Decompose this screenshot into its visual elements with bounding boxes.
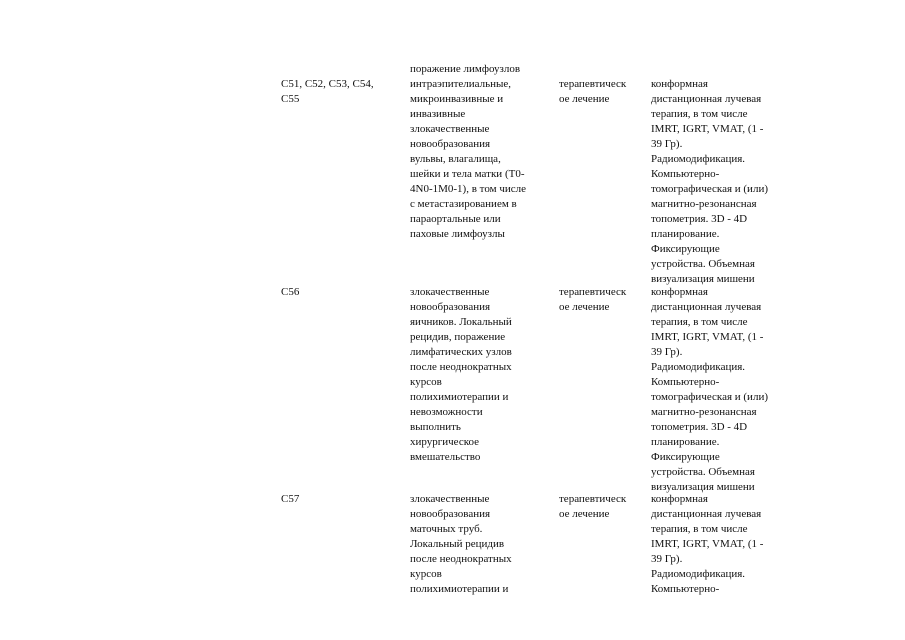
- condition-cell: злокачественные новообразования яичников. Локальный рецидив, поражение лимфатических узлов после неоднократных курсов полихимиотерапии и невозможности выполнить хирургическое вмешательство: [410, 286, 512, 463]
- treatment-method-cell: конформная дистанционная лучевая терапия, в том числе IMRT, IGRT, VMAT, (1 - 39 Гр). Радиомодификация. Компьютерно-: [651, 493, 764, 595]
- diagnosis-code-cell: C51, C52, C53, C54, C55: [281, 78, 374, 105]
- treatment-method-cell: конформная дистанционная лучевая терапия, в том числе IMRT, IGRT, VMAT, (1 - 39 Гр). Радиомодификация. Компьютерно- томографическая и (или) магнитно-резонансная топометрия. 3D - 4D планирование. Фиксирующие устройства. Объемная визуализация мишени: [651, 286, 768, 493]
- treatment-method-cell: конформная дистанционная лучевая терапия, в том числе IMRT, IGRT, VMAT, (1 - 39 Гр). Радиомодификация. Компьютерно- томографическая и (или) магнитно-резонансная топометрия. 3D - 4D планирование. Фиксирующие устройства. Объемная визуализация мишени: [651, 78, 768, 285]
- treatment-type-cell: терапевтическ ое лечение: [559, 493, 627, 520]
- diagnosis-code-cell: C57: [281, 493, 300, 505]
- diagnosis-code-cell: C56: [281, 286, 300, 298]
- treatment-type-cell: терапевтическ ое лечение: [559, 286, 627, 313]
- condition-cell: злокачественные новообразования маточных труб. Локальный рецидив после неоднократных курсов полихимиотерапии и: [410, 493, 512, 595]
- condition-cell: поражение лимфоузлов интраэпителиальные, микроинвазивные и инвазивные злокачественные новообразования вульвы, влагалища, шейки и тела матки (T0- 4N0-1M0-1), в том числе с метастазированием в параортальные или паховые лимфоузлы: [410, 63, 526, 240]
- treatment-type-cell: терапевтическ ое лечение: [559, 78, 627, 105]
